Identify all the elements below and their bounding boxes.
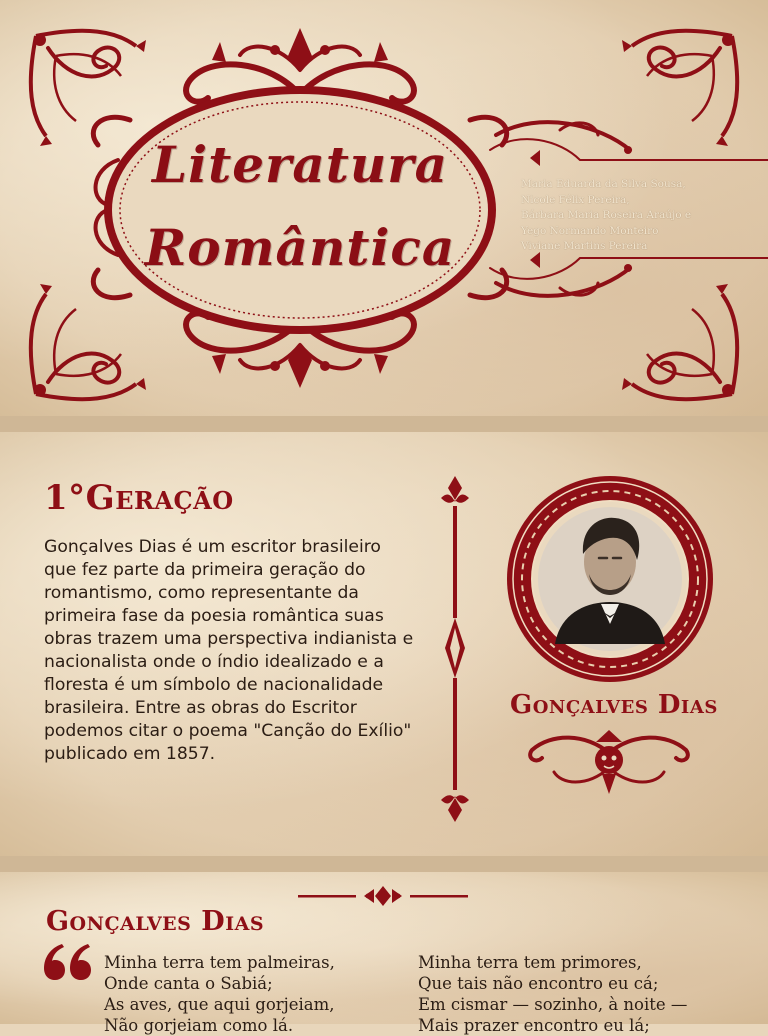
title-line-2: Romântica — [144, 218, 456, 277]
section-heading: 1°Geração — [44, 478, 234, 518]
cover-page — [0, 0, 768, 416]
poem-line: Que tais não encontro eu cá; — [418, 974, 659, 993]
author-line: Yego Normando Monteiro — [521, 224, 659, 237]
author-line: Maria Eduarda da Silva Sousa, — [521, 178, 686, 190]
poem-line: Em cismar — sozinho, à noite — — [418, 995, 688, 1014]
section-body-text: Gonçalves Dias é um escritor brasileiro que fez parte da primeira geração do romantismo, como representante da primeira fase da poesia romântica suas obras trazem uma perspectiva indianista e nacionalista onde o índio idealizado e a floresta é um símbolo de nacionalidade brasileira. Entre as obras do Escritor podemos citar o poema "Canção do Exílio" publicado em 1857. — [44, 537, 414, 764]
author-line: Viviane Martins Pereira — [521, 240, 648, 252]
horizontal-ornament-divider — [298, 884, 468, 908]
poem-line: Mais prazer encontro eu lá; — [418, 1016, 650, 1035]
poem-line: As aves, que aqui gorjeiam, — [104, 995, 335, 1014]
poem-line: Onde canta o Sabiá; — [104, 974, 273, 993]
portrait-medallion — [505, 474, 715, 684]
page-gap — [0, 856, 768, 872]
title-line-1: Literatura — [152, 135, 448, 194]
quote-icon — [42, 938, 92, 982]
generation-page — [0, 432, 768, 856]
poem-heading: Gonçalves Dias — [46, 906, 265, 937]
author-line: Nicole Félix Pereira, — [521, 193, 630, 206]
page-gap — [0, 416, 768, 432]
poem-stanza-right — [418, 952, 687, 1036]
poem-stanza-left — [104, 952, 335, 1036]
mask-ornament — [526, 728, 692, 798]
poem-line: Não gorjeiam como lá. — [104, 1016, 294, 1035]
portrait-caption: Gonçalves Dias — [510, 690, 718, 720]
vertical-ornament-divider — [432, 476, 478, 822]
authors-list — [521, 177, 751, 255]
poem-line: Minha terra tem primores, — [418, 953, 642, 972]
poem-line: Minha terra tem palmeiras, — [104, 953, 335, 972]
poem-page — [0, 872, 768, 1035]
author-line: Bárbara Maria Roseira Araújo e — [521, 209, 692, 221]
